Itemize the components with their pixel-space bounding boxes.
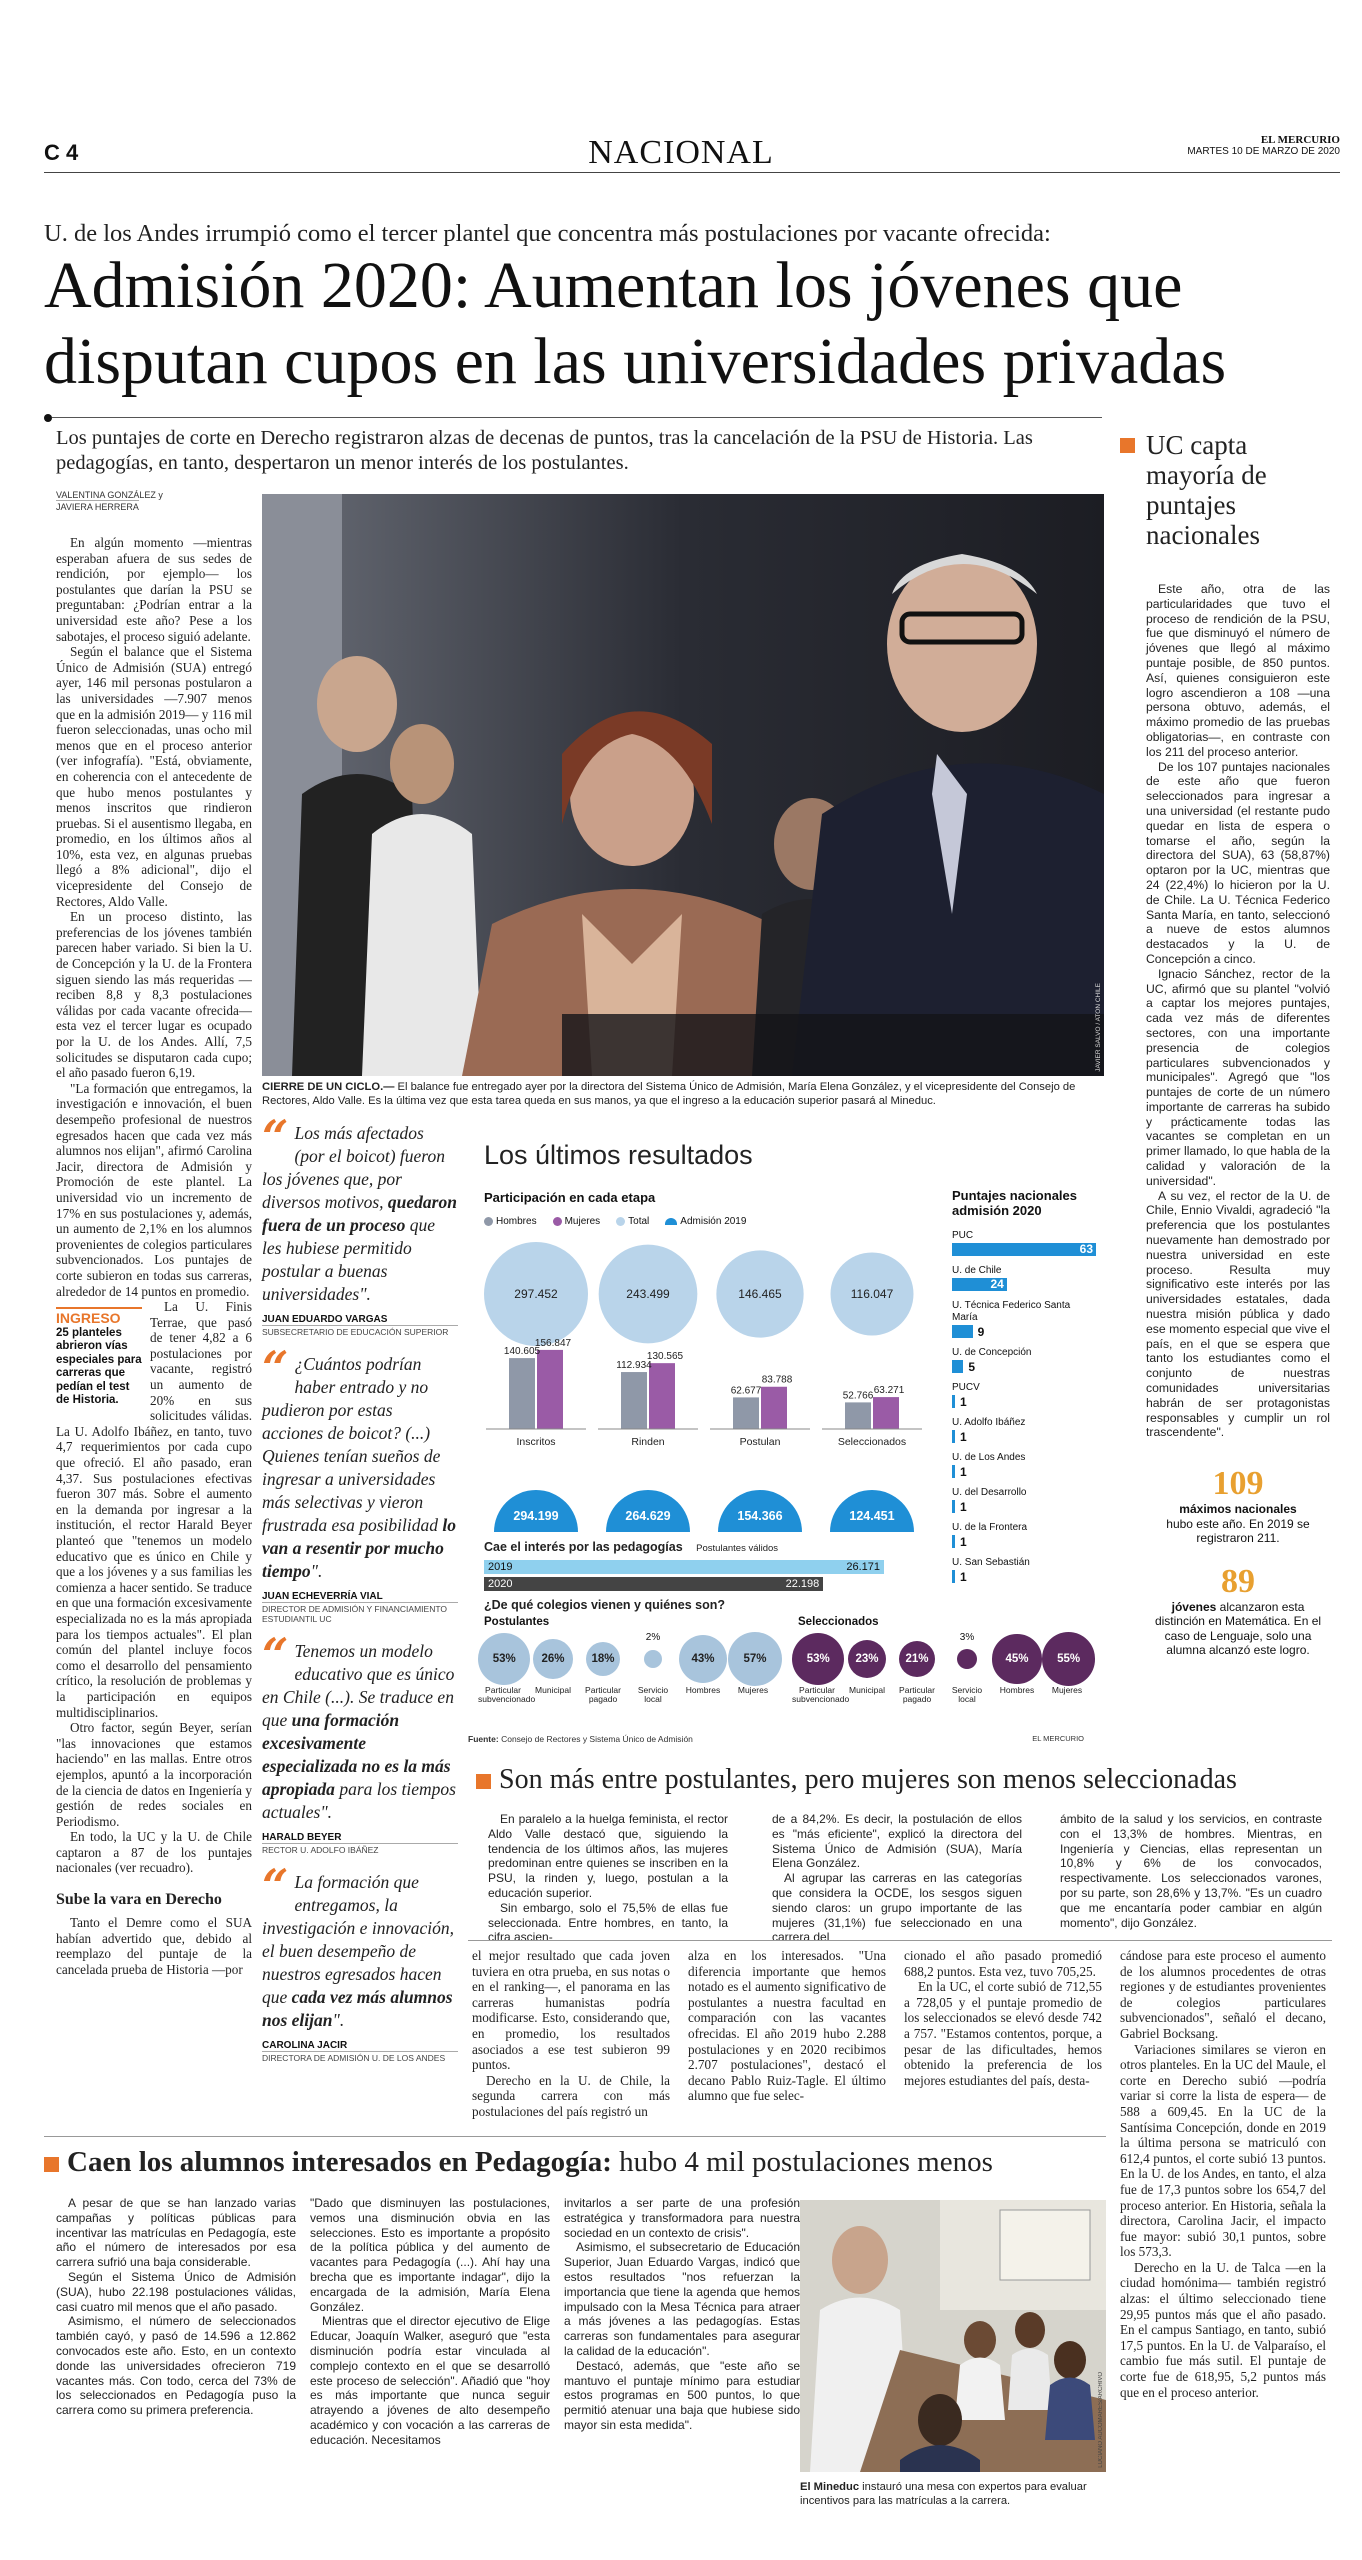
subheading: Sube la vara en Derecho <box>56 1891 222 1909</box>
national-score-fill <box>952 1278 1007 1291</box>
pedagogy-col-3 <box>564 2196 800 2433</box>
school-stat <box>892 1632 942 1705</box>
national-score-bar <box>952 1429 1096 1444</box>
women-col-3 <box>1060 1812 1322 1930</box>
women-col-1 <box>488 1812 728 1945</box>
classroom-photo <box>800 2200 1106 2472</box>
national-score-bar <box>952 1534 1096 1549</box>
quote-block <box>262 1859 458 2063</box>
school-stat <box>842 1632 892 1695</box>
quote-role: RECTOR U. ADOLFO IBÁÑEZ <box>262 1843 458 1855</box>
school-percent: 3% <box>959 1632 975 1643</box>
pedagogy-value: 22.198 <box>785 1578 820 1590</box>
quote-block <box>262 1341 458 1624</box>
pedagogy-value: 26.171 <box>846 1561 880 1573</box>
women-paragraph: ámbito de la salud y los servicios, en contraste con el 13,3% de hombres. Mientras, en Ingeniería y Ciencias, ellas representan un 10,8% y 6% de los convocados, respectivamente. Los seleccionados varones, por su parte, son 28,6% y 13,7%. "Es un cuadro que me encantaría poder cambiar en algún momento", dijo González. <box>1060 1812 1322 1930</box>
national-score-fill <box>952 1360 963 1373</box>
quote-role: DIRECTORA DE ADMISIÓN U. DE LOS ANDES <box>262 2051 458 2063</box>
national-scores-list <box>952 1230 1096 1592</box>
women-section-title: Son más entre postulantes, pero mujeres son menos seleccionadas <box>476 1764 1336 1796</box>
body-paragraph: el mejor resultado que cada joven tuviera en otra prueba, en sus notas o en el ranking—, el panorama en las carreras humanistas podría modificarse. Esto, considerando que, en promedio, los resultados asociados a ese test subieron 99 puntos. <box>472 1948 670 2073</box>
pedagogy-subtitle: Postulantes válidos <box>696 1543 779 1554</box>
national-score-name: U. Técnica Federico Santa María <box>952 1300 1071 1323</box>
mujeres-label: 156.847 <box>534 1337 572 1349</box>
school-stat <box>528 1632 578 1695</box>
header-rule <box>44 172 1340 173</box>
byline-line1: VALENTINA GONZÁLEZ y <box>56 490 163 500</box>
school-label: Mujeres <box>1051 1684 1083 1695</box>
paper-name: EL MERCURIO <box>1260 134 1340 146</box>
lead: Los puntajes de corte en Derecho registraron alzas de decenas de puntos, tras la cancelación de la PSU de Historia. Las pedagogías, en tanto, despertaron un menor interés de los postulantes. <box>56 427 1033 474</box>
school-circle <box>957 1649 977 1669</box>
classroom-photo-credit: LUCIANO AUCOMARES/ARCHIVO <box>1098 2372 1104 2468</box>
mujeres-label: 83.788 <box>761 1374 793 1386</box>
quote-bold: quedaron fuera de un proceso <box>262 1192 457 1235</box>
bar-mujeres <box>537 1350 563 1429</box>
bar-hombres <box>509 1358 535 1429</box>
quote-text: La formación que entregamos, la investigación e innovación, el buen desempeño de nuestros egresados hacen que <box>262 1872 454 2007</box>
pedagogy-paragraph: Según el Sistema Único de Admisión (SUA), hubo 22.198 postulaciones válidas, casi cuatro mil menos que el año pasado. <box>56 2269 296 2314</box>
national-score-name: U. del Desarrollo <box>952 1487 1027 1498</box>
mujeres-label: 130.565 <box>646 1351 684 1363</box>
pedagogy-section-title: Caen los alumnos interesados en Pedagogía: hubo 4 mil postulaciones menos <box>44 2146 993 2179</box>
legend-mujeres: Mujeres <box>553 1216 601 1227</box>
quote-text-end: ". <box>332 2010 345 2030</box>
school-stat <box>728 1632 778 1696</box>
stat-109 <box>1120 1466 1330 1546</box>
classroom-illustration <box>800 2200 1106 2472</box>
school-circle <box>533 1639 573 1679</box>
school-percent: 55% <box>1057 1652 1081 1665</box>
national-score-fill <box>952 1430 955 1443</box>
school-percent: 43% <box>691 1652 715 1665</box>
body-column-1 <box>56 535 252 2110</box>
section-marker-icon <box>476 1774 491 1789</box>
school-label: Particular pagado <box>899 1684 935 1705</box>
legend-swatch <box>484 1217 493 1226</box>
school-stat <box>578 1632 628 1705</box>
national-score-row <box>952 1382 1096 1409</box>
national-score-name: U. Adolfo Ibáñez <box>952 1417 1026 1428</box>
hombres-label: 52.766 <box>842 1390 874 1402</box>
national-score-name: U. San Sebastián <box>952 1557 1030 1568</box>
photo-caption <box>262 1080 1104 1108</box>
bar-hombres <box>621 1372 647 1429</box>
body-paragraph: alza en los interesados. "Una diferencia importante que hemos notado es el aumento significativo de postulantes a nuestra facultad en comparación con las vacantes ofrecidas. El año 2019 hubo 2.288 postulaciones y en 2020 recibimos 2.707 postulaciones", destacó el decano Pablo Ruiz-Tagle. El último alumno que fue selec- <box>688 1948 886 2104</box>
schools-title: ¿De qué colegios vienen y quiénes son? <box>484 1598 726 1612</box>
legend-total: Total <box>616 1216 649 1227</box>
school-label: Servicio local <box>951 1684 983 1705</box>
bar-hombres <box>845 1402 871 1429</box>
national-score-row <box>952 1347 1096 1374</box>
bar-mujeres <box>873 1397 899 1429</box>
infographic-credit: EL MERCURIO <box>1032 1734 1084 1743</box>
headline: Admisión 2020: Aumentan los jóvenes que disputan cupos en las universidades privadas <box>44 249 1227 398</box>
body-paragraph: cándose para este proceso el aumento de los alumnos procedentes de otras regiones y de estudiantes provenientes de colegios particulares subvencionados", señaló el decano, Gabriel Bocksang. <box>1120 1948 1326 2041</box>
women-paragraph: de a 84,2%. Es decir, la postulación de ellos es "más eficiente", explicó la directora del Sistema Único de Admisión (SUA), María Elena González. <box>772 1812 1022 1871</box>
infographic-title: Los últimos resultados <box>484 1140 753 1170</box>
national-score-bar <box>952 1359 1096 1374</box>
sidebar-paragraph: A su vez, el rector de la U. de Chile, Ennio Vivaldi, agradeció "la preferencia que los postulantes nuevamente han demostrado por nuestra universidad en este proceso. Resulta muy significativo este interés por las universidades estatales, dada nuestra misión pública y dado ese momento especial que vive el país, en el que se espera que tanto los estudiantes como el conjunto de nuestras comunidades universitarias habrán de ser protagonistas responsables y cumplir un rol trascendente". <box>1146 1188 1330 1440</box>
main-photo <box>262 494 1104 1076</box>
lead-rule <box>52 417 1102 418</box>
stat-number: 109 <box>1212 1465 1264 1503</box>
pedagogy-bar <box>484 1560 884 1574</box>
school-stat <box>992 1632 1042 1695</box>
school-label: Municipal <box>535 1684 571 1695</box>
school-percent: 53% <box>806 1652 830 1665</box>
quote-author: CAROLINA JACIR <box>262 2040 348 2051</box>
school-circle <box>899 1641 936 1678</box>
quote-mark-icon: “ <box>262 1341 289 1395</box>
national-score-row <box>952 1265 1096 1292</box>
national-score-name: PUCV <box>952 1382 980 1393</box>
sidebar <box>1120 430 1330 1658</box>
pedagogy-paragraph: A pesar de que se han lanzado varias campañas y políticas públicas para incentivar las matrículas en Pedagogía, este año el número de interesados por esa carrera sufrió una baja considerable. <box>56 2196 296 2270</box>
school-percent: 2% <box>645 1632 661 1643</box>
seleccionados-circles <box>792 1632 1098 1722</box>
quote-bold: cada vez más alumnos nos elijan <box>262 1987 453 2030</box>
pedagogy-year: 2019 <box>488 1561 513 1573</box>
section-name: NACIONAL <box>588 134 774 171</box>
school-percent: 57% <box>743 1653 767 1665</box>
legend-swatch <box>616 1217 625 1226</box>
body-paragraph: cionado el año pasado promedió 688,2 puntos. Esta vez, tuvo 705,25. <box>904 1948 1102 1979</box>
national-score-row <box>952 1300 1096 1339</box>
pedagogy-paragraph: Destacó, además, que "este año se mantuvo el puntaje mínimo para estudiar estos programas en 500 puntos, lo que permitió atenuar una baja que hubiese sido mayor sin esta medida". <box>564 2358 800 2432</box>
bar-mujeres <box>761 1387 787 1429</box>
school-circle <box>679 1635 727 1683</box>
body-column-2 <box>472 1948 670 2120</box>
national-score-row <box>952 1452 1096 1479</box>
infographic-source: Fuente: Consejo de Rectores y Sistema Único de Admisión <box>468 1734 693 1744</box>
pedagogy-paragraph: Asimismo, el subsecretario de Educación Superior, Juan Eduardo Vargas, indicó que estos resultados "nos refuerzan la importancia que tiene la agenda que hemos impulsado con la Mesa Técnica para atraer a más jóvenes a las pedagogías. Estas carreras son fundamentales para asegurar la calidad de la educación". <box>564 2240 800 2358</box>
headline-dot <box>44 414 52 422</box>
pedagogy-rule <box>44 2136 1106 2137</box>
body-paragraph: "La formación que entregamos, la investigación e innovación, el buen desempeño profesional de nuestros egresados hacen que cada vez más alumnos nos elijan", afirmó Carolina Jacir, directora de Admisión y Promoción de este plantel. La universidad vio un incremento de 17% en sus postulaciones y, además, un aumento de 2,1% en los alumnos provenientes de colegios particulares subvencionados. Los puntajes de corte subieron en todas sus carreras, alrededor de 14 puntos en promedio. <box>56 1080 252 1299</box>
national-score-bar <box>952 1242 1096 1257</box>
bar-mujeres <box>649 1363 675 1429</box>
stages-chart <box>478 1234 938 1534</box>
women-col-2 <box>772 1812 1022 1945</box>
photo-credit: JAVIER SALVO / ATON CHILE <box>1095 983 1102 1072</box>
page-number: C 4 <box>44 140 79 165</box>
stat-89 <box>1120 1564 1330 1658</box>
quote-mark-icon: “ <box>262 1859 289 1913</box>
body-paragraph: Derecho en la U. de Chile, la segunda carrera con más postulaciones del país registró un <box>472 2072 670 2119</box>
national-score-bar <box>952 1569 1096 1584</box>
masthead <box>1187 134 1340 157</box>
quote-block <box>262 1110 458 1337</box>
body-paragraph: Otro factor, según Beyer, serían "las innovaciones que estamos haciendo" en las mallas. Entre otros ejemplos, apuntó a la incorporación de la ciencia de datos en Ingeniería y gestión de redes sociales en Periodismo. <box>56 1720 252 1829</box>
sidebar-paragraph: Este año, otra de las particularidades que tuvo el proceso de rendición de la PSU, fue que disminuyó el número de jóvenes que llegó al máximo puntaje posible, de 850 puntos. Así, quienes consiguieron este logro ascendieron a 108 —una persona obtuvo, además, el máximo promedio de las pruebas obligatorias—, en contraste con los 211 del proceso anterior. <box>1146 582 1330 759</box>
issue-date: MARTES 10 DE MARZO DE 2020 <box>1187 146 1340 157</box>
quote-text: Tenemos un modelo educativo que es único en Chile (...). Se traduce en que <box>262 1641 455 1730</box>
national-score-bar <box>952 1277 1096 1292</box>
hombres-label: 140.605 <box>503 1346 541 1358</box>
total-label: 243.499 <box>626 1287 670 1301</box>
national-score-value: 9 <box>977 1324 985 1339</box>
section-marker-icon <box>1120 438 1135 453</box>
pedagogy-paragraph: Asimismo, el número de seleccionados también cayó, y pasó de 14.596 a 12.862 convocados este año. Esto, en un contexto donde las universidades ofrecieron 719 vacantes más. Con todo, cerca del 73% de los seleccionados en Pedagogía puso la carrera como su primera preferencia. <box>56 2314 296 2418</box>
national-score-bar <box>952 1394 1096 1409</box>
quote-author: JUAN EDUARDO VARGAS <box>262 1314 388 1325</box>
admision-2019-label: 154.366 <box>737 1509 783 1523</box>
national-score-fill <box>952 1465 955 1478</box>
stage-label: Postulan <box>739 1436 781 1448</box>
school-stat <box>792 1632 850 1705</box>
school-circle <box>728 1632 782 1686</box>
school-label: Hombres <box>999 1684 1035 1695</box>
pedagogy-col-1 <box>56 2196 296 2418</box>
quote-role: SUBSECRETARIO DE EDUCACIÓN SUPERIOR <box>262 1325 458 1337</box>
school-label: Municipal <box>849 1684 885 1695</box>
pedagogy-paragraph: "Dado que disminuyen las postulaciones, vemos una disminución obvia en las selecciones. Esto es importante a propósito de la política pública y del aumento de vacantes para Pedagogía (...). Ahí hay una brecha que es importante indagar", dijo la encargada de la admisión, María Elena González. <box>310 2196 550 2314</box>
pedagogy-bars <box>484 1560 884 1594</box>
admision-2019-label: 124.451 <box>849 1509 895 1523</box>
school-stat <box>478 1632 536 1705</box>
legend-swatch <box>553 1217 562 1226</box>
kicker: U. de los Andes irrumpió como el tercer plantel que concentra más postulaciones por vacante ofrecida: <box>44 220 1051 247</box>
national-score-value: 1 <box>960 1394 967 1409</box>
national-score-fill <box>952 1500 955 1513</box>
women-paragraph: En paralelo a la huelga feminista, el rector Aldo Valle destacó que, siguiendo la tendencia de los últimos años, las mujeres predominan entre quienes se inscriben en la PSU, la rinden y, luego, postulan a la educación superior. <box>488 1812 728 1900</box>
body-paragraph: Derecho en la U. de Talca —en la ciudad homónima— también registró alzas: el último seleccionado tiene 29,95 puntos más que el año pasado. En el campus Santiago, en tanto, subió 17,5 puntos. En la U. de Valparaíso, el cambio fue más sutil. El puntaje de corte fue de 618,95, 5,2 puntos más que en el proceso anterior. <box>1120 2259 1326 2400</box>
women-paragraph: Al agrupar las carreras en las categorías que considera la OCDE, los sesgos siguen siendo claros: un grupo importante de las mujeres (31,1%) fue seleccionado en una carrera del <box>772 1871 1022 1945</box>
stat-text: máximos nacionales hubo este año. En 2019 se registraron 211. <box>1166 1502 1310 1546</box>
quote-author: HARALD BEYER <box>262 1832 342 1843</box>
school-percent: 26% <box>541 1652 565 1665</box>
school-percent: 23% <box>855 1652 879 1665</box>
pedagogy-title: Cae el interés por las pedagogías Postulantes válidos <box>484 1540 779 1554</box>
national-score-fill <box>952 1570 955 1583</box>
hombres-label: 112.934 <box>616 1360 652 1372</box>
stage-label: Seleccionados <box>837 1436 907 1448</box>
total-label: 116.047 <box>850 1287 894 1301</box>
school-percent: 53% <box>492 1652 516 1665</box>
quote-text: ¿Cuántos podrían haber entrado y no pudieron por estas acciones de boicot? (...) Quienes tenían sueños de ingresar a universidades más selectivas y vieron frustrada esa posibilidad <box>262 1354 443 1535</box>
national-score-name: U. de Concepción <box>952 1347 1032 1358</box>
classroom-photo-caption <box>800 2480 1106 2508</box>
stat-number: 89 <box>1221 1562 1255 1600</box>
section-marker-icon <box>44 2157 59 2172</box>
body-column-3 <box>688 1948 886 2104</box>
school-stat <box>678 1632 728 1695</box>
women-paragraph: Sin embargo, solo el 75,5% de ellas fue seleccionada. Entre hombres, en tanto, la cifra ascien- <box>488 1900 728 1945</box>
ingreso-box <box>56 1307 142 1408</box>
school-label: Particular subvencionado <box>478 1684 536 1705</box>
school-stat <box>628 1632 678 1705</box>
sidebar-paragraph: Ignacio Sánchez, rector de la UC, afirmó que su plantel "volvió a captar los mejores puntajes, cada vez más de diferentes sectores, con una importante presencia de colegios particulares subvencionados y municipales". Agregó que "los puntajes de corte de un número importante de carreras ha subido y prácticamente todas las vacantes se completan en un primer llamado, lo que habla de la calidad y valoración de la universidad". <box>1146 966 1330 1188</box>
admision-2019-label: 264.629 <box>625 1509 671 1523</box>
body-paragraph: En algún momento —mientras esperaban afuera de sus sedes de rendición, por ejemplo— los postulantes que darían la PSU se preguntaban: ¿Podrían entrar a la universidad este año? Pese a los sabotajes, el proceso siguió adelante. <box>56 535 252 644</box>
school-label: Servicio local <box>637 1684 669 1705</box>
body-paragraph: Según el balance que el Sistema Único de Admisión (SUA) entregó ayer, 146 mil personas postularon a las universidades —7.907 menos que en la admisión 2019— y 116 mil fueron seleccionadas, unas ocho mil menos que en el proceso anterior (ver infografía). "Está, obviamente, en coherencia con el antecedente de que hubo menos postulantes y menos inscritos que rindieron pruebas. Si el ausentismo llegaba, en promedio, en los últimos años al 10%, esta vez, en algunas pruebas llegó a 8% adicional", dijo el vicepresidente del Consejo de Rectores, Aldo Valle. <box>56 644 252 909</box>
body-paragraph: En la UC, el corte subió de 712,55 a 728,05 y el puntaje promedio de los seleccionados se elevó desde 742 a 757. "Estamos contentos, porque, a pesar de las dificultades, hemos obtenido la preferencia de los mejores estudiantes del país, desta- <box>904 1979 1102 2088</box>
legend-swatch <box>665 1218 677 1225</box>
national-score-row <box>952 1417 1096 1444</box>
school-label: Particular subvencionado <box>792 1684 850 1705</box>
national-score-name: U. de la Frontera <box>952 1522 1028 1533</box>
women-rule <box>468 1940 1332 1941</box>
national-score-name: PUC <box>952 1230 974 1241</box>
quote-bold: una formación excesivamente especializada no es la más apropiada <box>262 1710 451 1799</box>
school-percent: 45% <box>1005 1652 1029 1665</box>
national-score-name: U. de Los Andes <box>952 1452 1026 1463</box>
national-score-value: 1 <box>960 1429 967 1444</box>
body-paragraph: Variaciones similares se vieron en otros planteles. En la UC del Maule, el corte en Derecho subió —podría variar si corre la lista de espera— de 588 a 609,45. En la UC de la Santísima Concepción, donde en 2019 la última persona se matriculó con 612,4 puntos, el corte subió 13 puntos. En la U. de los Andes, en tanto, el alza fue de 17,3 puntos sobre los 654,7 del proceso anterior. En Historia, señala la directora, Carolina Jacir, el impacto fue mayor: subió 30,1 puntos, sobre los 573,3. <box>1120 2041 1326 2260</box>
school-percent: 18% <box>591 1652 615 1665</box>
pedagogy-year: 2020 <box>488 1578 513 1590</box>
pedagogy-col-2 <box>310 2196 550 2448</box>
bar-hombres <box>733 1397 759 1429</box>
school-label: Hombres <box>685 1684 721 1695</box>
postulantes-label: Postulantes <box>484 1616 550 1628</box>
quotes-column <box>262 1110 458 2063</box>
national-score-row <box>952 1557 1096 1584</box>
national-score-row <box>952 1522 1096 1549</box>
sidebar-title: UC capta mayoría de puntajes nacionales <box>1120 430 1330 550</box>
national-score-value: 1 <box>960 1569 967 1584</box>
school-circle <box>478 1633 530 1685</box>
body-column-5 <box>1120 1948 1326 2538</box>
stat-text: jóvenes alcanzaron esta distinción en Matemática. En el caso de Lenguaje, solo una alumna alcanzó este logro. <box>1154 1599 1322 1658</box>
sidebar-paragraph: De los 107 puntajes nacionales de este año que fueron seleccionados para ingresar a una universidad (el restante pudo quedar en lista de espera o tomarse el año, según la directora del SUA), 63 (58,87%) optaron por la UC, mientras que 24 (22,4%) lo hicieron por la U. de Chile. La U. Técnica Federico Santa María, en tanto, seleccionó a nueve de estos alumnos destacados y la U. de Concepción a cinco. <box>1146 759 1330 966</box>
photo-caption-text: El balance fue entregado ayer por la directora del Sistema Único de Admisión, María Elena González, y el vicepresidente del Consejo de Rectores, Aldo Valle. Es la última vez que esta tarea queda en sus manos, ya que el ingreso a la educación superior pasará al Mineduc. <box>262 1081 1076 1107</box>
national-score-value: 1 <box>960 1464 967 1479</box>
national-score-fill <box>952 1243 1096 1256</box>
national-score-row <box>952 1487 1096 1514</box>
quote-bold: lo van a resentir por mucho tiempo <box>262 1515 456 1581</box>
national-score-bar <box>952 1324 1096 1339</box>
sidebar-body <box>1120 582 1330 1440</box>
quote-author: JUAN ECHEVERRÍA VIAL <box>262 1591 383 1602</box>
school-percent: 21% <box>905 1652 929 1665</box>
national-score-fill <box>952 1535 955 1548</box>
school-label: Mujeres <box>737 1685 769 1695</box>
photo-caption-lead: CIERRE DE UN CICLO.— <box>262 1081 395 1093</box>
total-label: 297.452 <box>514 1287 558 1301</box>
mujeres-label: 63.271 <box>873 1385 905 1397</box>
photo-illustration <box>262 494 1104 1076</box>
byline-line2: JAVIERA HERRERA <box>56 502 139 512</box>
body-paragraph: La U. Finis Terrae, que pasó de tener 4,82 a 6 postulaciones por vacante, registró un aumento de 20% en sus solicitudes válidas. La U. Adolfo Ibáñez, en tanto, tuvo 4,7 requerimientos por cada cupo que ofreció. El año pasado, eran 4,37. Sus postulaciones efectivas fueron 307 más. Sobre el aumento en la demanda por ingresar a la institución, el rector Harald Beyer planteó que "tenemos un modelo educativo que es único en Chile y que a los jóvenes y a sus familias les comienza a hacer sentido. Se traduce en que una formación excesivamente especializada no es la más apropiada para los tiempos actuales". El plan común del plantel incluye focos como el desarrollo del pensamiento crítico, la resolución de problemas y la participación en equipos multidisciplinarios. <box>56 1299 252 1720</box>
stages-subtitle: Participación en cada etapa <box>484 1190 656 1205</box>
national-score-value: 24 <box>990 1277 1004 1291</box>
body-paragraph: Tanto el Demre como el SUA habían advertido que, debido al reemplazo del puntaje de la cancelada prueba de Historia —por <box>56 1915 252 1977</box>
national-score-value: 5 <box>968 1359 976 1374</box>
pedagogy-paragraph: Mientras que el director ejecutivo de Elige Educar, Joaquín Walker, aseguró que "esta disminución podría estar vinculada al complejo contexto en el que se desarrolló este proceso de selección". Añadió que "hoy es más importante que nunca seguir atrayendo a jóvenes de alto desempeño académico y con vocación a las carreras de educación. Necesitamos <box>310 2314 550 2447</box>
school-stat <box>1042 1632 1092 1695</box>
national-score-name: U. de Chile <box>952 1265 1002 1276</box>
school-circle <box>644 1650 662 1668</box>
seleccionados-label: Seleccionados <box>798 1616 879 1628</box>
body-column-4 <box>904 1948 1102 2088</box>
classroom-caption-lead: El Mineduc <box>800 2481 860 2493</box>
national-score-bar <box>952 1464 1096 1479</box>
classroom-caption-text: instauró una mesa con expertos para evaluar incentivos para las matrículas a la carrera. <box>800 2481 1087 2507</box>
national-score-value: 63 <box>1079 1242 1093 1256</box>
school-stat <box>942 1632 992 1705</box>
school-circle <box>792 1633 844 1685</box>
quote-text-end: ". <box>310 1561 323 1581</box>
body-paragraph: En un proceso distinto, las preferencias de los jóvenes también parecen haber variado. Si bien la U. de Concepción y la U. de la Frontera siguen siendo las más requeridas —reciben 8,8 y 8,3 postulaciones válidas por cada vacante ofrecida— esta vez el tercer lugar es ocupado por la U. de los Andes. Allí, 7,5 solicitudes se disputaron cada cupo; el año pasado fueron 6,19. <box>56 909 252 1081</box>
quote-text-end: que les hubiese permitido postular a buenas universidades". <box>262 1215 436 1304</box>
admision-2019-label: 294.199 <box>513 1509 559 1523</box>
infographic <box>468 1122 1104 1758</box>
quote-text: Los más afectados (por el boicot) fueron los jóvenes que, por diversos motivos, <box>262 1123 445 1212</box>
national-score-row <box>952 1230 1096 1257</box>
stage-label: Inscritos <box>516 1436 556 1448</box>
national-score-fill <box>952 1325 973 1338</box>
national-score-fill <box>952 1395 955 1408</box>
legend-2019: Admisión 2019 <box>665 1216 746 1227</box>
ingreso-box-text: 25 planteles abrieron vías especiales para carreras que pedían el test de Historia. <box>56 1326 142 1407</box>
school-circle <box>992 1634 1041 1683</box>
national-score-bar <box>952 1499 1096 1514</box>
legend <box>484 1216 746 1227</box>
school-circle <box>1042 1632 1095 1685</box>
legend-hombres: Hombres <box>484 1216 537 1227</box>
body-paragraph: En todo, la UC y la U. de Chile captaron a 87 de los puntajes nacionales (ver recuadro). <box>56 1829 252 1876</box>
quote-text-end: para los tiempos actuales". <box>262 1779 456 1822</box>
pedagogy-paragraph: invitarlos a ser parte de una profesión estratégica y transformadora para nuestra sociedad en un contexto de crisis". <box>564 2196 800 2240</box>
ingreso-box-title: INGRESO <box>56 1307 142 1327</box>
postulantes-circles <box>478 1632 778 1722</box>
national-scores-title: Puntajes nacionales admisión 2020 <box>952 1188 1077 1218</box>
quote-mark-icon: “ <box>262 1110 289 1164</box>
school-circle <box>586 1642 621 1677</box>
school-label: Particular pagado <box>585 1684 621 1705</box>
quote-role: DIRECTOR DE ADMISIÓN Y FINANCIAMIENTO ESTUDIANTIL UC <box>262 1602 458 1624</box>
national-score-value: 1 <box>960 1499 967 1514</box>
quote-mark-icon: “ <box>262 1628 289 1682</box>
hombres-label: 62.677 <box>730 1385 762 1397</box>
byline <box>56 490 163 512</box>
stage-label: Rinden <box>631 1436 665 1448</box>
national-score-value: 1 <box>960 1534 967 1549</box>
pedagogy-bar <box>484 1577 823 1591</box>
school-circle <box>848 1640 886 1678</box>
quote-block <box>262 1628 458 1855</box>
total-label: 146.465 <box>738 1287 782 1301</box>
